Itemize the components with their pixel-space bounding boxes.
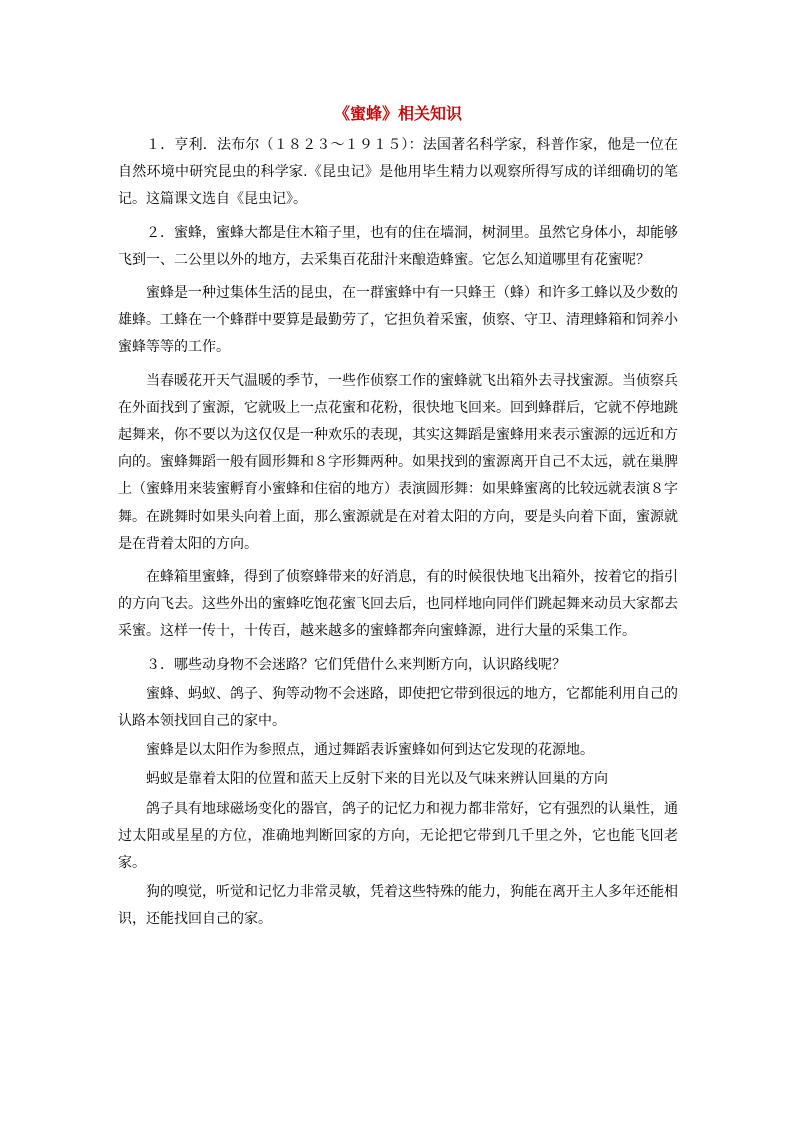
paragraph-6: ３．哪些动身物不会迷路？它们凭借什么来判断方向，认识路线呢？: [146, 656, 566, 673]
paragraph-11: 狗的嗅觉，听觉和记忆力非常灵敏，凭着这些特殊的能力，狗能在离开主人多年还能相识，还能找回自己的家。: [118, 884, 678, 928]
paragraph-1: １．亨利．法布尔（１８２３～１９１５）：法国著名科学家，科普作家，他是一位在自然环境中研究昆虫的科学家.《昆虫记》是他用毕生精力以观察所得写成的详细确切的笔记。这篇课文选自《昆虫记》。: [118, 137, 678, 208]
paragraph-5: 在蜂箱里蜜蜂，得到了侦察蜂带来的好消息，有的时候很快地飞出箱外，按着它的指引的方向飞去。这些外出的蜜蜂吃饱花蜜飞回去后，也同样地向同伴们跳起舞来动员大家都去采蜜。这样一传十，十传百，越来越多的蜜蜂都奔向蜜蜂源，进行大量的采集工作。: [118, 569, 678, 640]
document-title: 《蜜蜂》相关知识: [333, 104, 462, 123]
paragraph-7: 蜜蜂、蚂蚁、鸽子、狗等动物不会迷路，即使把它带到很远的地方，它都能利用自己的认路本领找回自己的家中。: [118, 685, 678, 730]
paragraph-10: 鸽子具有地球磁场变化的器官，鸽子的记忆力和视力都非常好，它有强烈的认巢性，通过太阳或星星的方位，准确地判断回家的方向，无论把它带到几千里之外，它也能飞回老家。: [118, 800, 678, 872]
paragraph-9: 蚂蚁是靠着太阳的位置和蓝天上反射下来的目光以及气味来辨认回巢的方向: [146, 771, 608, 788]
paragraph-8: 蜜蜂是以太阳作为参照点，通过舞蹈表诉蜜蜂如何到达它发现的花源地。: [146, 742, 594, 759]
paragraph-4: 当春暖花开天气温暖的季节，一些作侦察工作的蜜蜂就飞出箱外去寻找蜜源。当侦察兵在外面找到了蜜源，它就吸上一点花蜜和花粉，很快地飞回来。回到蜂群后，它就不停地跳起舞来，你不要以为这仅仅是一种欢乐的表现，其实这舞蹈是蜜蜂用来表示蜜源的远近和方向的。蜜蜂舞蹈一般有圆形舞和８字形舞两种。如果找到的蜜源离开自己不太远，就在巢脾上（蜜蜂用来装蜜孵育小蜜蜂和住宿的地方）表演圆形舞：如果蜂蜜离的比较远就表演８字舞。在跳舞时如果头向着上面，那么蜜源就是在对着太阳的方向，要是头向着下面，蜜源就是在背着太阳的方向。: [118, 372, 678, 552]
paragraph-2: ２．蜜蜂，蜜蜂大都是住木箱子里，也有的住在墙洞，树洞里。虽然它身体小，却能够飞到一、二公里以外的地方，去采集百花甜汁来酿造蜂蜜。它怎么知道哪里有花蜜呢？: [118, 224, 678, 268]
document-page: [118, 100, 678, 936]
paragraph-3: 蜜蜂是一种过集体生活的昆虫，在一群蜜蜂中有一只蜂王（蜂）和许多工蜂以及少数的雄蜂。工蜂在一个蜂群中要算是最勤劳了，它担负着采蜜，侦察、守卫、清理蜂箱和饲养小蜜蜂等等的工作。: [118, 285, 678, 356]
